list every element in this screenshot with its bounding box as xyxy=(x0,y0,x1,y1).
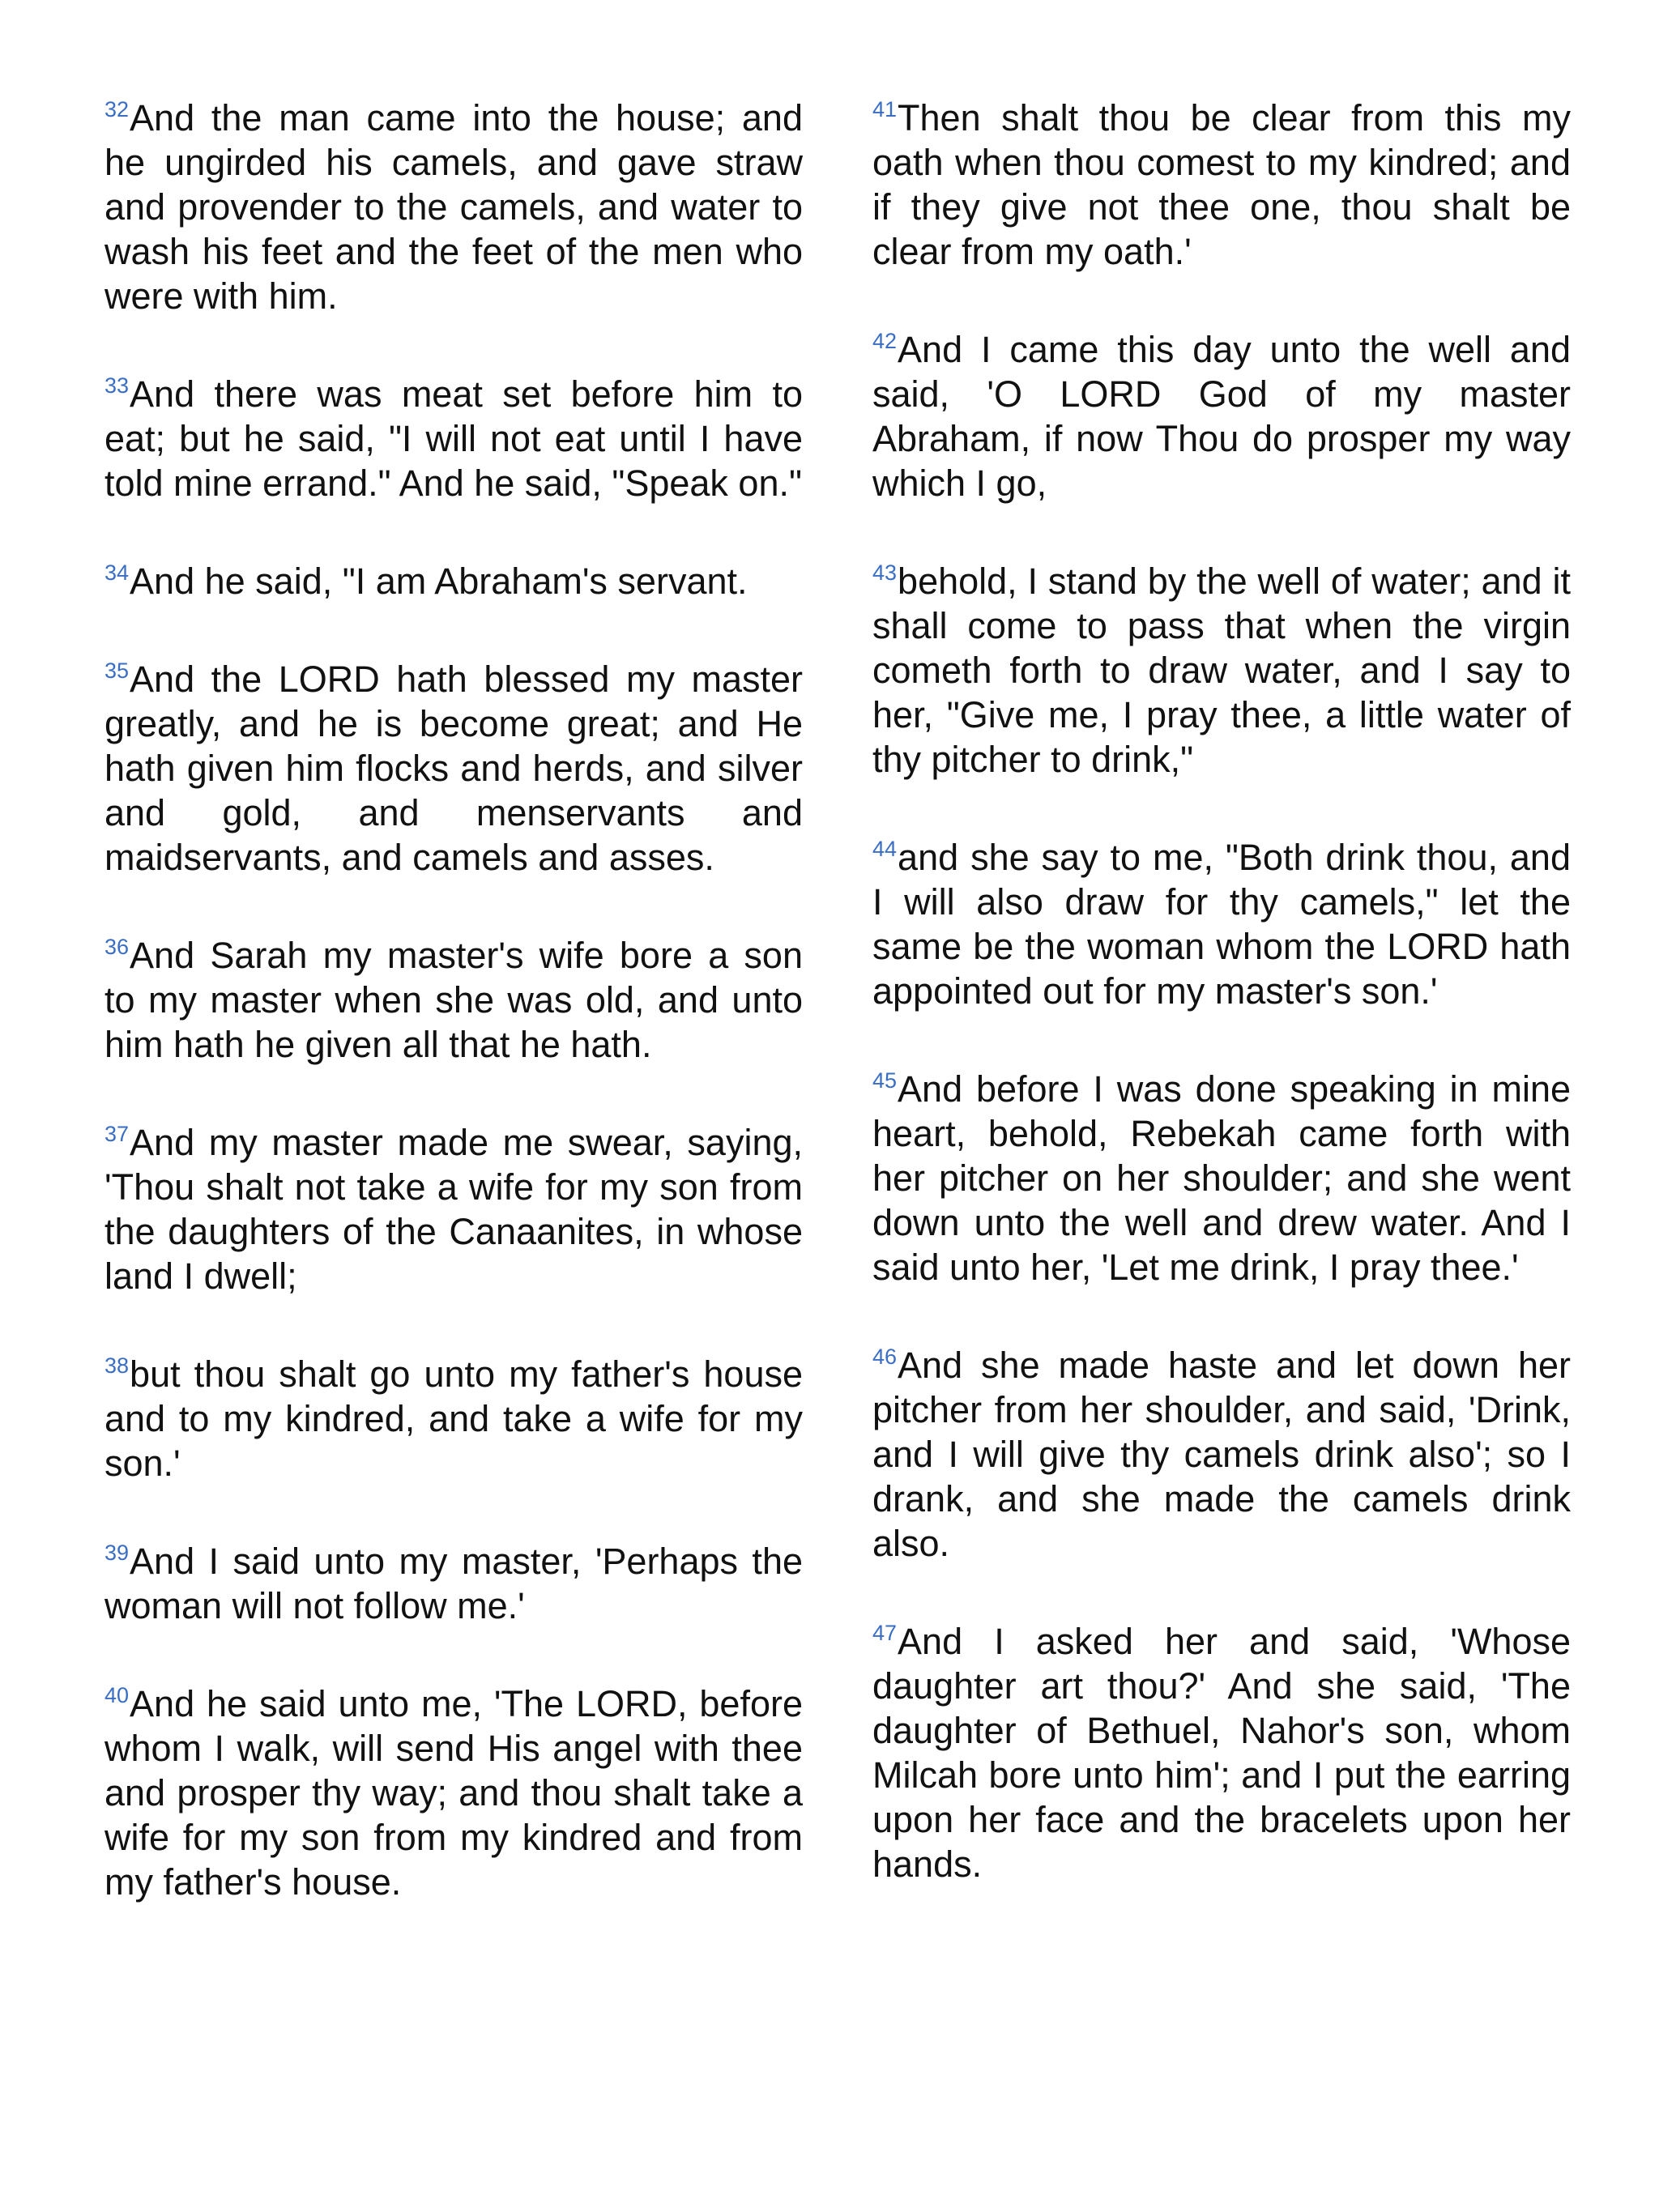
verse-number: 37 xyxy=(104,1122,130,1146)
right-column xyxy=(872,96,1571,1940)
verse xyxy=(872,327,1571,505)
left-column xyxy=(104,96,803,1958)
verse xyxy=(872,96,1571,274)
verse-text: And before I was done speaking in mine heart, behold, Rebekah came forth with her pitcher on her shoulder; and she went down unto the well and drew water. And I said unto her, 'Let me drink, I pray thee.' xyxy=(872,1068,1571,1288)
verse xyxy=(872,1067,1571,1289)
verse-number: 38 xyxy=(104,1353,130,1378)
verse-number: 46 xyxy=(872,1345,898,1369)
verse-text: and she say to me, "Both drink thou, and I will also draw for thy camels," let the same be the woman whom the LORD hath appointed out for my master's son.' xyxy=(872,837,1571,1012)
verse-text: And he said unto me, 'The LORD, before whom I walk, will send His angel with thee and prosper thy way; and thou shalt take a wife for my son from my kindred and from my father's house. xyxy=(104,1683,803,1903)
verse xyxy=(104,1539,803,1628)
verse xyxy=(872,1343,1571,1566)
verse-text: And she made haste and let down her pitcher from her shoulder, and said, 'Drink, and I will give thy camels drink also'; so I drank, and she made the camels drink also. xyxy=(872,1345,1571,1564)
verse-text: And Sarah my master's wife bore a son to my master when she was old, and unto him hath he given all that he hath. xyxy=(104,935,803,1065)
verse xyxy=(104,372,803,505)
verse xyxy=(104,657,803,880)
verse-text: And I asked her and said, 'Whose daughter art thou?' And she said, 'The daughter of Bethuel, Nahor's son, whom Milcah bore unto him'; and I put the earring upon her face and the bracelets upon her hands. xyxy=(872,1621,1571,1885)
verse-text: And he said, "I am Abraham's servant. xyxy=(130,560,748,602)
verse-number: 34 xyxy=(104,560,130,585)
verse xyxy=(104,96,803,318)
verse-number: 47 xyxy=(872,1621,898,1645)
verse xyxy=(104,933,803,1067)
verse xyxy=(872,835,1571,1013)
verse-number: 41 xyxy=(872,97,898,121)
verse xyxy=(872,1619,1571,1886)
verse-number: 32 xyxy=(104,97,130,121)
verse-text: behold, I stand by the well of water; and it shall come to pass that when the virgin cometh forth to draw water, and I say to her, "Give me, I pray thee, a little water of thy pitcher to drink," xyxy=(872,560,1571,780)
verse-number: 35 xyxy=(104,658,130,683)
verse-text: And the man came into the house; and he ungirded his camels, and gave straw and provender to the camels, and water to wash his feet and the feet of the men who were with him. xyxy=(104,97,803,317)
verse xyxy=(104,559,803,603)
verse-number: 45 xyxy=(872,1068,898,1093)
verse-number: 44 xyxy=(872,837,898,861)
verse xyxy=(104,1681,803,1904)
verse-text: And my master made me swear, saying, 'Thou shalt not take a wife for my son from the daughters of the Canaanites, in whose land I dwell; xyxy=(104,1122,803,1297)
verse-text: And I came this day unto the well and said, 'O LORD God of my master Abraham, if now Thou do prosper my way which I go, xyxy=(872,329,1571,504)
verse xyxy=(872,559,1571,782)
verse-number: 39 xyxy=(104,1541,130,1565)
verse-number: 36 xyxy=(104,935,130,959)
verse-text: And I said unto my master, 'Perhaps the woman will not follow me.' xyxy=(104,1541,803,1626)
verse-text: And there was meat set before him to eat; but he said, "I will not eat until I have told mine errand." And he said, "Speak on." xyxy=(104,373,803,504)
verse-number: 33 xyxy=(104,373,130,398)
verse xyxy=(104,1352,803,1485)
verse-text: but thou shalt go unto my father's house and to my kindred, and take a wife for my son.' xyxy=(104,1353,803,1484)
verse-number: 42 xyxy=(872,329,898,353)
verse-text: Then shalt thou be clear from this my oath when thou comest to my kindred; and if they give not thee one, thou shalt be clear from my oath.' xyxy=(872,97,1571,272)
verse xyxy=(104,1120,803,1298)
verse-text: And the LORD hath blessed my master greatly, and he is become great; and He hath given him flocks and herds, and silver and gold, and menservants and maidservants, and camels and asses. xyxy=(104,658,803,878)
verse-number: 40 xyxy=(104,1683,130,1707)
verse-number: 43 xyxy=(872,560,898,585)
